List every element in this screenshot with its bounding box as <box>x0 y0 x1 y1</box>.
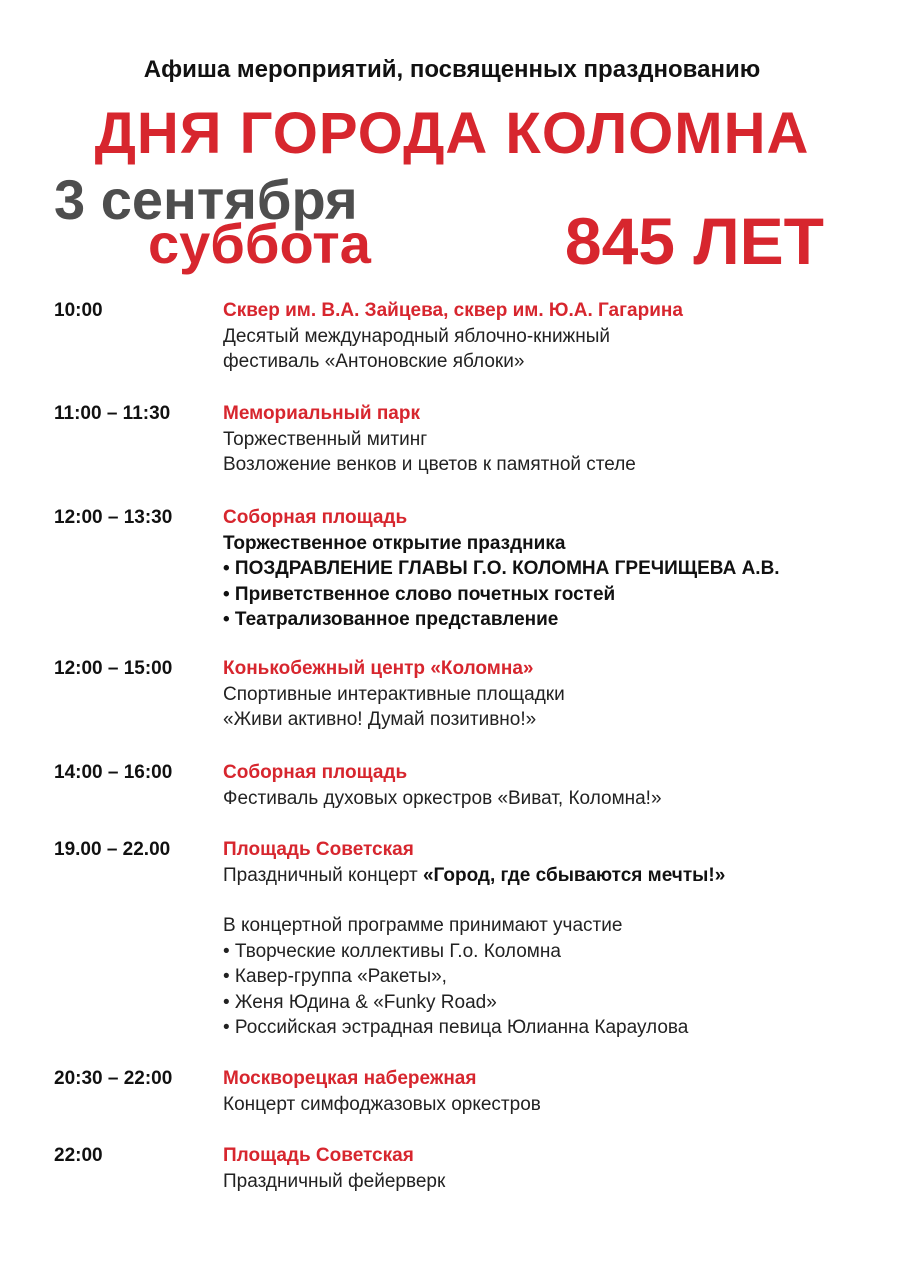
event-place: Соборная площадь <box>223 762 408 783</box>
event-date: 3 сентября <box>54 168 358 231</box>
participant-item: • Творческие коллективы Г.о. Коломна <box>223 940 561 962</box>
event-details <box>223 401 883 478</box>
event-time: 19.00 – 22.00 <box>54 839 171 860</box>
event-time: 12:00 – 15:00 <box>54 658 173 679</box>
event-place: Конькобежный центр «Коломна» <box>223 658 534 679</box>
event-time: 22:00 <box>54 1145 103 1166</box>
poster-subtitle: Афиша мероприятий, посвященных празднованию <box>143 56 761 83</box>
event-time: 12:00 – 13:30 <box>54 507 173 528</box>
spacer <box>223 888 883 913</box>
event-line: Торжественное открытие праздника <box>223 532 566 554</box>
concert-title: «Город, где сбываются мечты!» <box>422 864 726 886</box>
event-line: Спортивные интерактивные площадки <box>223 683 565 705</box>
event-time: 11:00 – 11:30 <box>54 403 171 424</box>
program-intro: В концертной программе принимают участие <box>223 915 623 936</box>
event-details <box>223 656 883 733</box>
event-place: Площадь Советская <box>223 839 414 860</box>
event-line: • ПОЗДРАВЛЕНИЕ ГЛАВЫ Г.О. КОЛОМНА ГРЕЧИЩЕВА А.В. <box>223 558 780 579</box>
event-details <box>223 298 883 375</box>
event-line: Концерт симфоджазовых оркестров <box>223 1093 541 1115</box>
event-line: • Приветственное слово почетных гостей <box>223 583 616 605</box>
event-line: фестиваль «Антоновские яблоки» <box>223 351 525 372</box>
concert-line <box>223 863 883 889</box>
event-line: • Театрализованное представление <box>223 609 559 630</box>
event-place: Москворецкая набережная <box>223 1068 477 1089</box>
event-line: «Живи активно! Думай позитивно!» <box>223 709 537 730</box>
poster-title: ДНЯ ГОРОДА КОЛОМНА <box>94 101 810 166</box>
participant-item: • Кавер-группа «Ракеты», <box>223 966 447 987</box>
event-line: Торжественный митинг <box>223 428 428 450</box>
participant-item: • Женя Юдина & «Funky Road» <box>223 991 497 1013</box>
event-details <box>223 1066 883 1117</box>
event-line: Праздничный фейерверк <box>223 1170 446 1192</box>
anniversary-badge: 845 ЛЕТ <box>564 204 824 278</box>
event-details <box>223 837 883 1041</box>
event-weekday: суббота <box>148 212 371 275</box>
participant-item: • Российская эстрадная певица Юлианна Караулова <box>223 1017 689 1038</box>
event-details <box>223 505 883 633</box>
event-place: Сквер им. В.А. Зайцева, сквер им. Ю.А. Гагарина <box>223 300 683 321</box>
event-place: Мемориальный парк <box>223 403 420 424</box>
event-details <box>223 760 883 811</box>
event-line: Десятый международный яблочно-книжный <box>223 325 611 347</box>
event-time: 20:30 – 22:00 <box>54 1068 173 1089</box>
event-line: Возложение венков и цветов к памятной стеле <box>223 454 636 475</box>
event-time: 14:00 – 16:00 <box>54 762 173 783</box>
event-time: 10:00 <box>54 300 103 321</box>
event-place: Соборная площадь <box>223 507 408 528</box>
concert-prefix: Праздничный концерт <box>223 864 423 886</box>
event-line: Фестиваль духовых оркестров «Виват, Коломна!» <box>223 787 662 809</box>
event-details <box>223 1143 883 1194</box>
event-place: Площадь Советская <box>223 1145 414 1166</box>
